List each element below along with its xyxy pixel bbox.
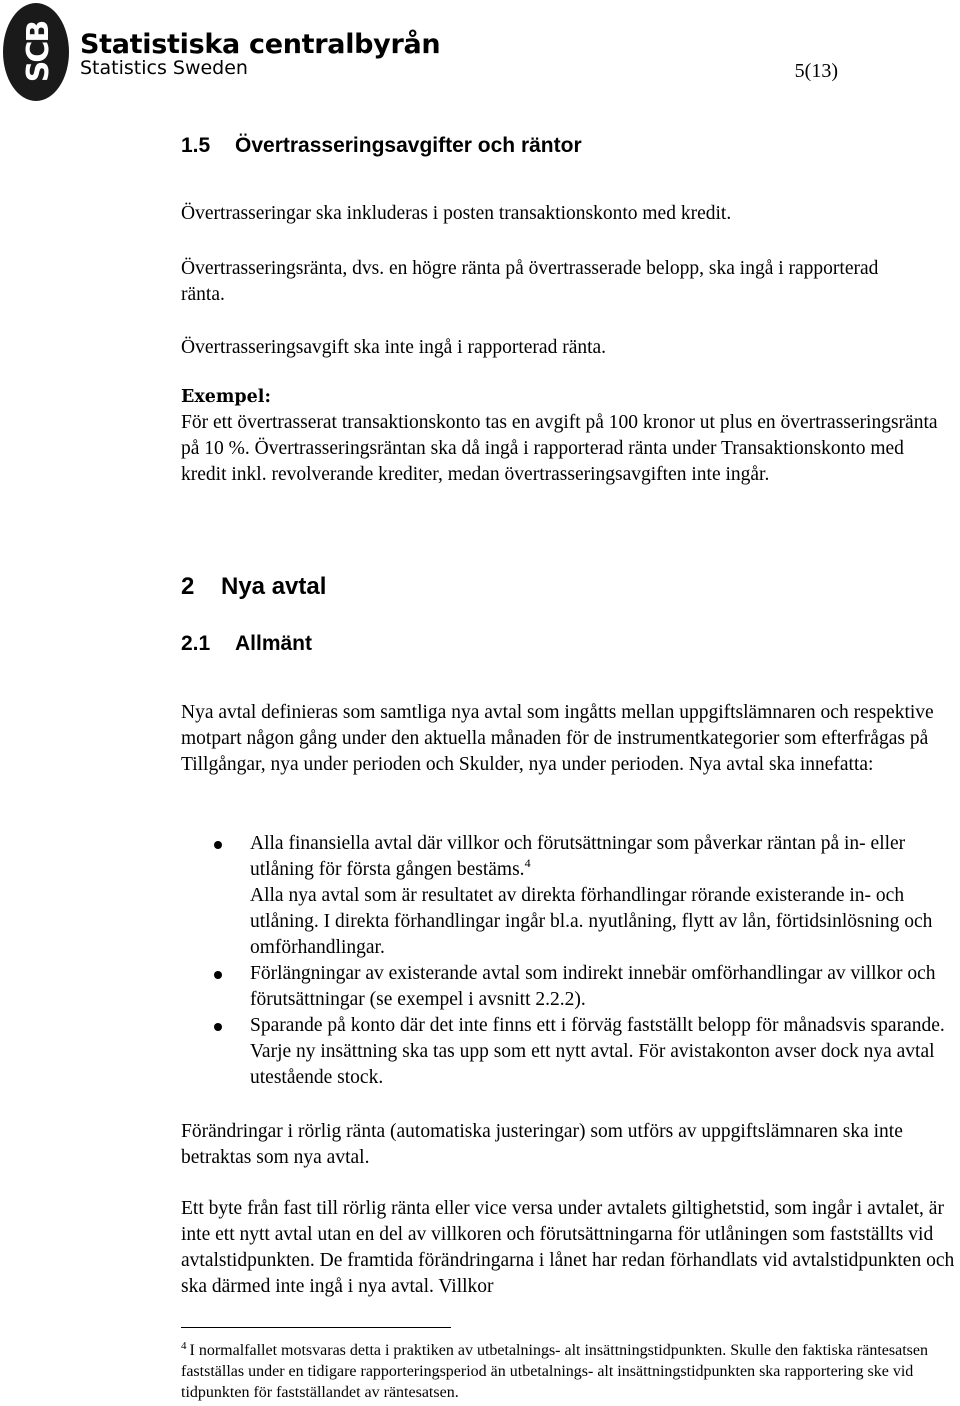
section-heading-2 bbox=[181, 572, 326, 602]
example-label: Exempel: bbox=[181, 387, 271, 407]
list-item bbox=[181, 1013, 960, 1091]
footnote bbox=[181, 1340, 941, 1403]
bullet-icon bbox=[214, 971, 222, 979]
section-title: Allmänt bbox=[235, 632, 313, 655]
list-item-text: Alla nya avtal som är resultatet av direkta förhandlingar rörande existerande in- och utlåning. I direkta förhandlingar ingår bl.a. nyutlåning, flytt av lån, förtidsinlösning och omförhandlingar. bbox=[250, 885, 933, 958]
example-block bbox=[181, 384, 951, 488]
section-title: Övertrasseringsavgifter och räntor bbox=[235, 134, 582, 157]
bullet-list bbox=[181, 831, 960, 1091]
bullet-icon bbox=[214, 841, 222, 849]
paragraph: Förändringar i rörlig ränta (automatiska justeringar) som utförs av uppgiftslämnaren ska inte betraktas som nya avtal. bbox=[181, 1121, 903, 1168]
paragraph: Ett byte från fast till rörlig ränta eller vice versa under avtalets giltighetstid, som ingår i avtalet, är inte ett nytt avtal utan en del av villkoren och förutsättningarna för utlåningen som fastställts vid avtalstidpunkten. De framtida förändringarna i lånet har redan förhandlats vid avtalstidpunkten och ska därmed inte ingå i nya avtal. Villkor bbox=[181, 1198, 955, 1297]
list-item-text: Sparande på konto där det inte finns ett i förväg fastställt belopp för månadsvis sparande. Varje ny insättning ska tas upp som ett nytt avtal. För avistakonton avser dock nya avtal utestående stock. bbox=[250, 1015, 945, 1088]
list-item-text: Förlängningar av existerande avtal som indirekt innebär omförhandlingar av villkor och förutsättningar (se exempel i avsnitt 2.2.2). bbox=[250, 963, 936, 1010]
example-text: För ett övertrasserat transaktionskonto tas en avgift på 100 kronor ut plus en övertrasseringsränta på 10 %. Övertrasseringsräntan ska då ingå i rapporterad ränta under Transaktionskonto med kredit inkl. revolverande krediter, medan övertrasseringsavgiften inte ingår. bbox=[181, 412, 938, 485]
bullet-icon bbox=[214, 1023, 222, 1031]
paragraph: Övertrasseringar ska inkluderas i posten transaktionskonto med kredit. bbox=[181, 203, 732, 224]
list-item bbox=[181, 831, 960, 961]
section-number: 2.1 bbox=[181, 632, 211, 655]
page-number: 5(13) bbox=[794, 60, 838, 82]
brand-subtitle: Statistics Sweden bbox=[80, 57, 248, 79]
footnote-reference[interactable]: 4 bbox=[524, 856, 531, 870]
footnote-text: I normalfallet motsvaras detta i praktiken av utbetalnings- alt insättningstidpunkten. Skulle den faktiska räntesatsen fastställas under en tidigare rapporteringsperiod än utbetalnings- alt insättningstidpunkten ska rapportering ske vid tidpunkten för fastställandet av räntesatsen. bbox=[181, 1342, 928, 1401]
section-heading-1-5 bbox=[181, 133, 582, 159]
scb-logo bbox=[2, 2, 70, 102]
paragraph: Nya avtal definieras som samtliga nya avtal som ingåtts mellan uppgiftslämnaren och respektive motpart någon gång under den aktuella månaden för de instrumentkategorier som efterfrågas på Tillgångar, nya under perioden och Skulder, nya under perioden. Nya avtal ska innefatta: bbox=[181, 702, 934, 775]
brand-name: Statistiska centralbyrån bbox=[80, 29, 441, 60]
list-item bbox=[181, 961, 960, 1013]
list-item-text: Alla finansiella avtal där villkor och förutsättningar som påverkar räntan på in- eller utlåning för första gången bestäms. bbox=[250, 833, 906, 880]
section-heading-2-1 bbox=[181, 631, 312, 657]
section-number: 2 bbox=[181, 573, 195, 600]
paragraph: Övertrasseringsränta, dvs. en högre ränta på övertrasserade belopp, ska ingå i rapporterad ränta. bbox=[181, 258, 879, 305]
section-title: Nya avtal bbox=[221, 573, 327, 600]
section-number: 1.5 bbox=[181, 134, 211, 157]
paragraph: Övertrasseringsavgift ska inte ingå i rapporterad ränta. bbox=[181, 337, 607, 358]
footnote-divider bbox=[181, 1327, 451, 1328]
footnote-marker: 4 bbox=[181, 1340, 187, 1352]
logo-text: SCB bbox=[21, 21, 56, 83]
